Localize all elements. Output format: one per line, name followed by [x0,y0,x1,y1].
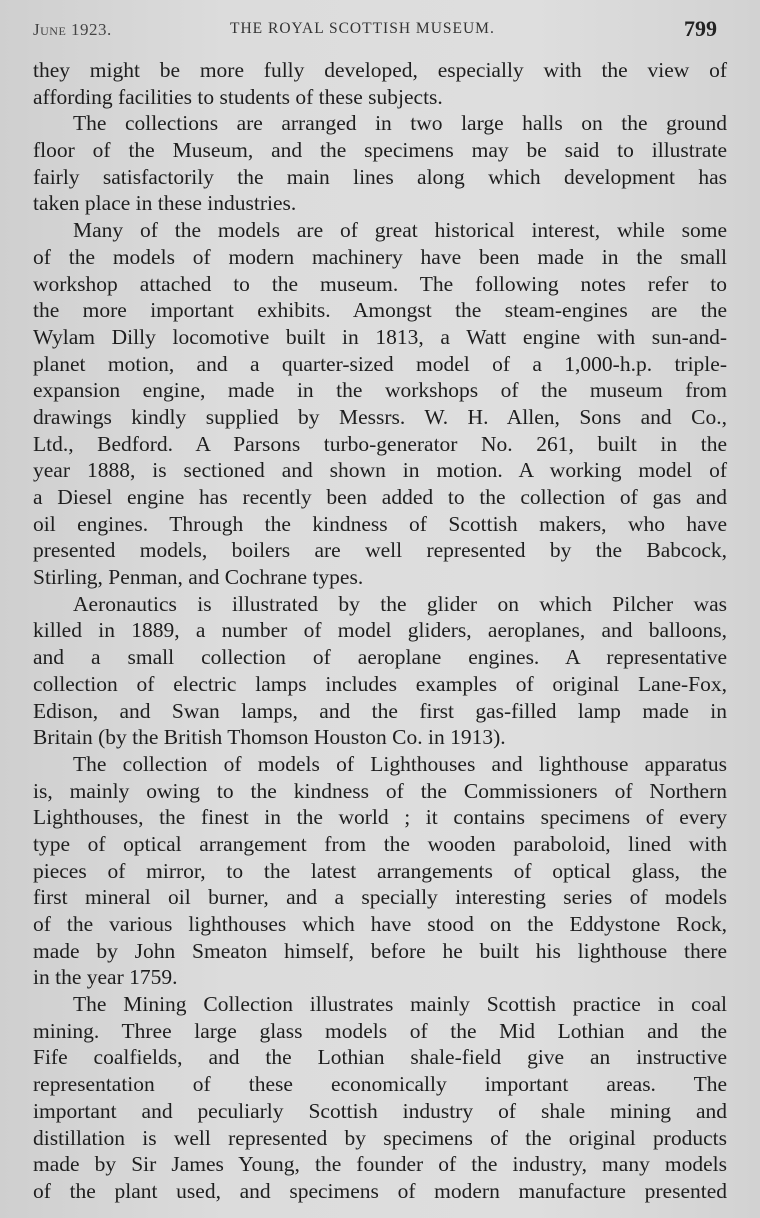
running-header [33,16,717,44]
text-line: they might be more fully developed, especially with the view of [33,58,727,82]
text-line: presented models, boilers are well represented by the Babcock, [33,538,727,563]
text-line: Fife coalfields, and the Lothian shale-field give an instructive [33,1045,727,1070]
text-line: year 1888, is sectioned and shown in motion. A working model of [33,458,727,483]
text-line: pieces of mirror, to the latest arrangements of optical glass, the [33,858,727,883]
text-line: type of optical arrangement from the wooden paraboloid, lined with [33,831,727,856]
paragraph [33,110,727,217]
text-line: made by Sir James Young, the founder of the industry, many models [33,1152,727,1177]
text-line: Stirling, Penman, and Cochrane types. [33,565,364,590]
text-line: Britain (by the British Thomson Houston Co. in 1913). [33,725,506,750]
text-line: Ltd., Bedford. A Parsons turbo-generator No. 261, built in the [33,431,727,456]
text-line: affording facilities to students of these subjects. [33,84,443,109]
text-line: a Diesel engine has recently been added to the collection of gas and [33,485,727,509]
page-body [33,57,727,1205]
text-line: made by John Smeaton himself, before he built his lighthouse there [33,938,727,963]
paragraph [33,751,727,991]
text-line: The Mining Collection illustrates mainly Scottish practice in coal [73,992,727,1017]
text-line: killed in 1889, a number of model gliders, aeroplanes, and balloons, [33,618,727,643]
text-line: is, mainly owing to the kindness of the Commissioners of Northern [33,778,727,803]
text-line: Aeronautics is illustrated by the glider on which Pilcher was [73,591,727,616]
text-line: and a small collection of aeroplane engines. A representative [33,645,727,670]
text-line: Many of the models are of great historical interest, while some [73,218,727,243]
text-line: Wylam Dilly locomotive built in 1813, a Watt engine with sun-and- [33,324,727,349]
paragraph [33,57,727,110]
paragraph [33,991,727,1205]
header-title: THE ROYAL SCOTTISH MUSEUM. [230,20,495,37]
text-line: expansion engine, made in the workshops of the museum from [33,378,727,403]
paragraph [33,217,727,591]
text-line: drawings kindly supplied by Messrs. W. H. Allen, Sons and Co., [33,404,727,429]
text-line: mining. Three large glass models of the Mid Lothian and the [33,1018,727,1043]
paragraph [33,591,727,751]
text-line: important and peculiarly Scottish industry of shale mining and [33,1098,727,1123]
text-line: of the models of modern machinery have been made in the small [33,244,727,269]
text-line: workshop attached to the museum. The following notes refer to [33,271,727,296]
text-line: distillation is well represented by specimens of the original products [33,1125,727,1150]
text-line: fairly satisfactorily the main lines along which development has [33,164,727,189]
text-line: floor of the Museum, and the specimens may be said to illustrate [33,138,727,163]
text-line: of the various lighthouses which have stood on the Eddystone Rock, [33,912,727,936]
header-date: June 1923. [33,20,112,39]
text-line: The collections are arranged in two large halls on the ground [73,111,727,136]
text-line: representation of these economically important areas. The [33,1072,727,1097]
text-line: Lighthouses, the finest in the world ; it contains specimens of every [33,805,727,830]
text-line: of the plant used, and specimens of modern manufacture presented [33,1178,727,1203]
text-line: The collection of models of Lighthouses and lighthouse apparatus [73,751,727,776]
text-line: in the year 1759. [33,965,178,990]
text-line: taken place in these industries. [33,191,297,216]
text-line: first mineral oil burner, and a specially interesting series of models [33,885,727,910]
page-number: 799 [684,16,717,41]
text-line: the more important exhibits. Amongst the steam-engines are the [33,298,727,323]
text-line: Edison, and Swan lamps, and the first gas-filled lamp made in [33,698,727,723]
text-line: collection of electric lamps includes examples of original Lane-Fox, [33,671,727,696]
text-line: oil engines. Through the kindness of Scottish makers, who have [33,511,727,536]
text-line: planet motion, and a quarter-sized model of a 1,000-h.p. triple- [33,351,727,376]
